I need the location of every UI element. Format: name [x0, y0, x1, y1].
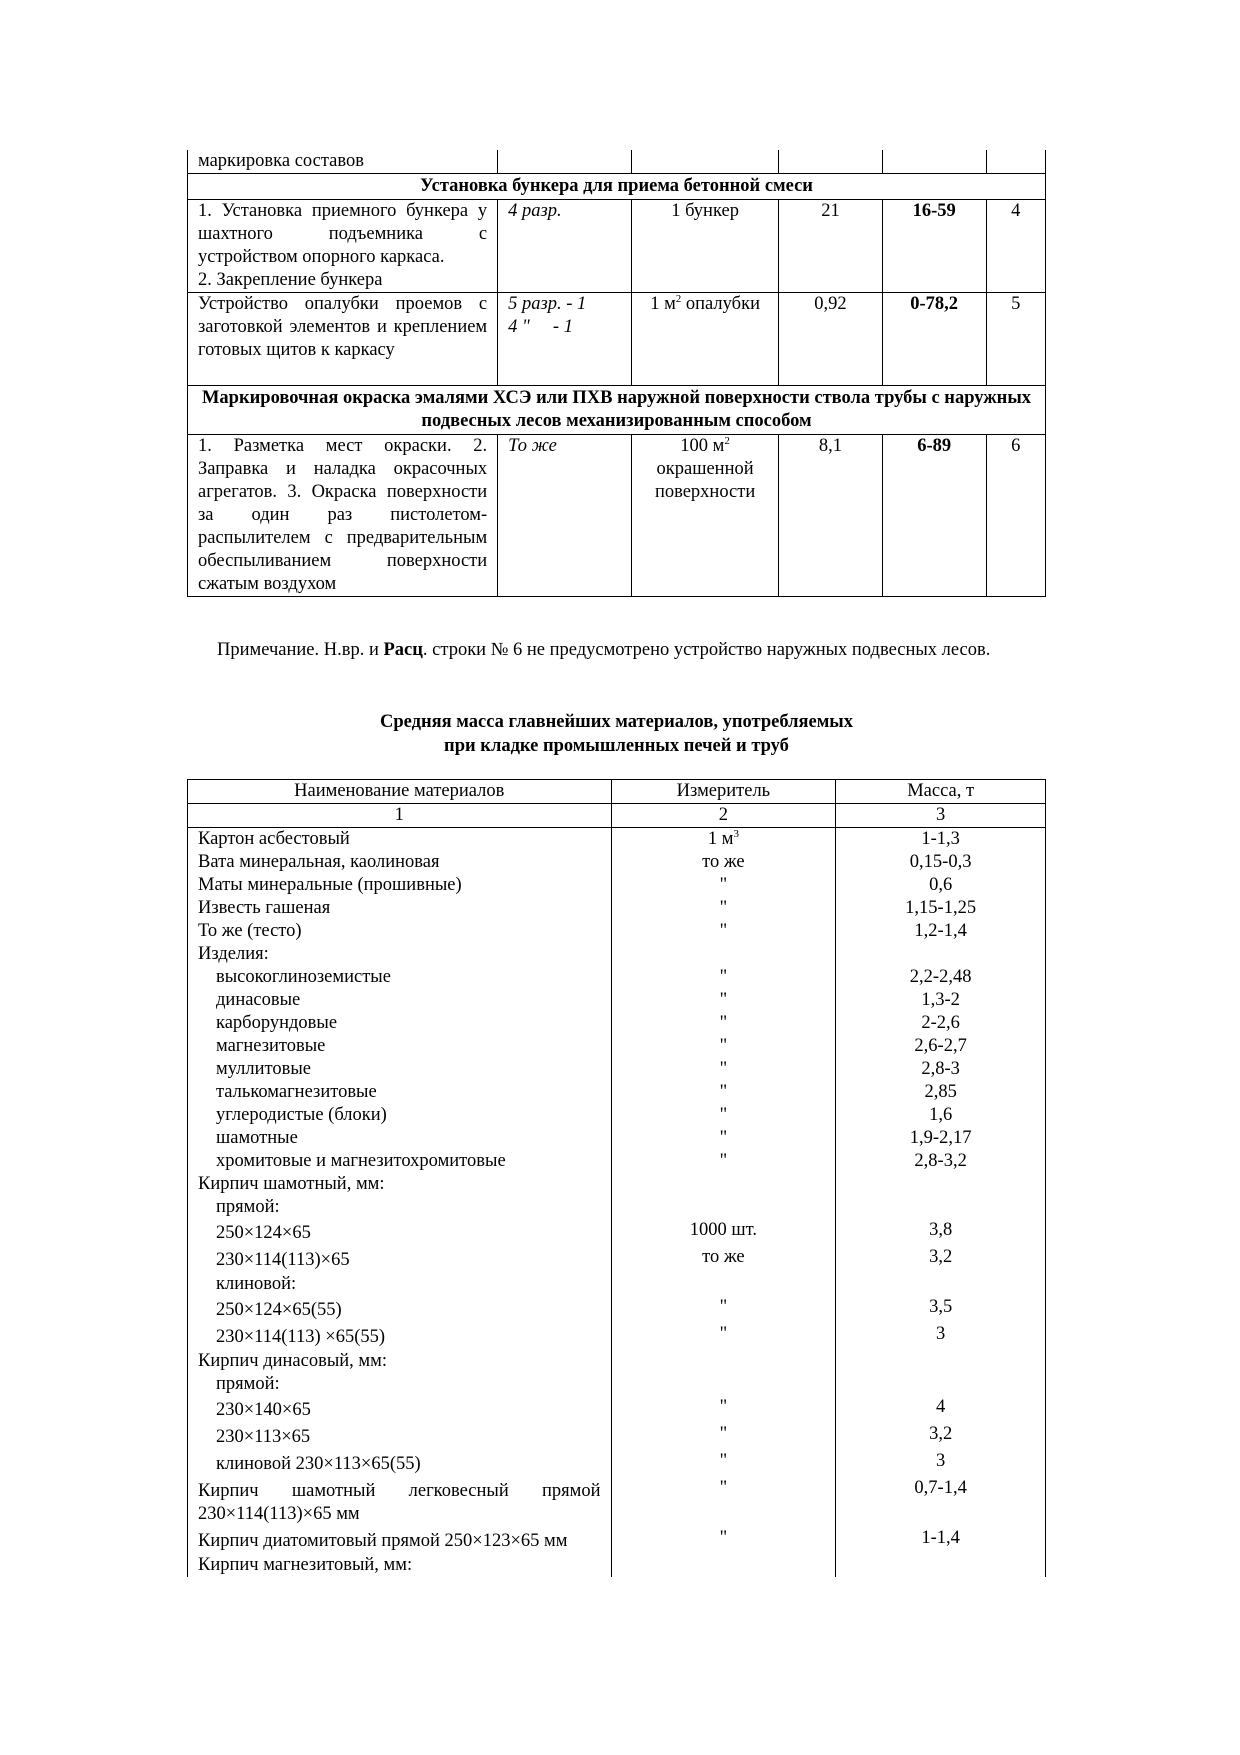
- material-mass: [836, 1350, 1046, 1373]
- material-name: Кирпич магнезитовый, мм:: [188, 1554, 612, 1577]
- column-header: Масса, т: [836, 780, 1046, 804]
- material-name: шамотные: [188, 1127, 612, 1150]
- table-row: [188, 1477, 1046, 1527]
- column-number-row: [188, 804, 1046, 828]
- table-row: [188, 1081, 1046, 1104]
- material-mass: 3,5: [836, 1296, 1046, 1323]
- section-title: Маркировочная окраска эмалями ХСЭ или ПХВ наружной поверхности ствола трубы с наружных подвесных лесов механизированным способом: [188, 386, 1046, 435]
- table-header-row: [188, 780, 1046, 804]
- table-row: [188, 966, 1046, 989]
- material-unit: ": [611, 920, 836, 943]
- material-unit: [611, 943, 836, 966]
- rate: 16-59: [882, 200, 986, 293]
- material-mass: 3: [836, 1450, 1046, 1477]
- table-row: [188, 1450, 1046, 1477]
- table-row: [188, 1150, 1046, 1173]
- material-unit: [611, 1196, 836, 1219]
- material-unit: ": [611, 1323, 836, 1350]
- material-name: клиновой:: [188, 1273, 612, 1296]
- row-number: 4: [986, 200, 1045, 293]
- material-mass: [836, 1554, 1046, 1577]
- material-unit: ": [611, 874, 836, 897]
- unit-of-measure: 1 бункер: [632, 200, 779, 293]
- column-header: Измеритель: [611, 780, 836, 804]
- material-mass: 2,8-3: [836, 1058, 1046, 1081]
- unit-text: 1 м: [650, 294, 676, 314]
- materials-table: [187, 779, 1046, 1577]
- material-name: 230×140×65: [188, 1396, 612, 1423]
- section-title: Установка бункера для приема бетонной смеси: [188, 174, 1046, 200]
- material-name: талькомагнезитовые: [188, 1081, 612, 1104]
- unit-exponent: 2: [675, 293, 682, 305]
- material-mass: 3,2: [836, 1246, 1046, 1273]
- unit-of-measure: [632, 435, 779, 597]
- work-description: маркировка составов: [188, 150, 498, 174]
- material-mass: 3,2: [836, 1423, 1046, 1450]
- worker-rank: То же: [498, 435, 632, 597]
- note-text: . строки № 6 не предусмотрено устройство наружных подвесных лесов.: [422, 640, 991, 660]
- material-unit: ": [611, 1127, 836, 1150]
- unit-text: 1 м: [707, 829, 734, 849]
- heading-line: при кладке промышленных печей и труб: [444, 736, 789, 756]
- table-row: [188, 1104, 1046, 1127]
- work-description: [188, 200, 498, 293]
- material-unit: ": [611, 1104, 836, 1127]
- material-mass: 2,85: [836, 1081, 1046, 1104]
- time-norm: 0,92: [779, 293, 883, 386]
- heading-line: Средняя масса главнейших материалов, употребляемых: [379, 712, 853, 732]
- material-mass: [836, 1373, 1046, 1396]
- table-row: [188, 1196, 1046, 1219]
- row-number: 5: [986, 293, 1045, 386]
- material-mass: 3,8: [836, 1219, 1046, 1246]
- section-heading: [187, 710, 1046, 758]
- table-row: [188, 851, 1046, 874]
- material-name: Кирпич динасовый, мм:: [188, 1350, 612, 1373]
- work-description: [188, 293, 498, 386]
- material-name: углеродистые (блоки): [188, 1104, 612, 1127]
- material-name: Картон асбестовый: [188, 828, 612, 852]
- material-name: Кирпич диатомитовый прямой 250×123×65 мм: [188, 1527, 612, 1554]
- material-unit: [611, 1350, 836, 1373]
- material-mass: 1,3-2: [836, 989, 1046, 1012]
- material-mass: 0,6: [836, 874, 1046, 897]
- material-name: 230×114(113)×65: [188, 1246, 612, 1273]
- materials-table-body: [188, 828, 1046, 1578]
- material-mass: 2,8-3,2: [836, 1150, 1046, 1173]
- material-name: высокоглиноземистые: [188, 966, 612, 989]
- material-mass: 1-1,4: [836, 1527, 1046, 1554]
- worker-rank-line: 5 разр. - 1: [508, 294, 587, 314]
- material-name: прямой:: [188, 1196, 612, 1219]
- material-name: Кирпич шамотный легковесный прямой 230×114(113)×65 мм: [188, 1477, 612, 1527]
- table-row: [188, 989, 1046, 1012]
- material-name: карборундовые: [188, 1012, 612, 1035]
- material-name: муллитовые: [188, 1058, 612, 1081]
- material-mass: [836, 1173, 1046, 1196]
- material-mass: 1-1,3: [836, 828, 1046, 852]
- material-unit: [611, 1373, 836, 1396]
- unit-of-measure: [632, 293, 779, 386]
- table-row: [188, 1396, 1046, 1423]
- work-description-text: 2. Закрепление бункера: [198, 270, 383, 290]
- material-unit: [611, 1554, 836, 1577]
- table-row: [188, 1035, 1046, 1058]
- work-description-text: 1. Установка приемного бункера у шахтного подъемника с устройством опорного каркаса.: [198, 201, 488, 267]
- table-row: [188, 1296, 1046, 1323]
- note-bold-text: Расц: [383, 640, 423, 660]
- material-mass: 2,2-2,48: [836, 966, 1046, 989]
- material-name: прямой:: [188, 1373, 612, 1396]
- material-mass: 0,15-0,3: [836, 851, 1046, 874]
- material-unit: ": [611, 966, 836, 989]
- material-name: То же (тесто): [188, 920, 612, 943]
- norms-table: [187, 150, 1046, 597]
- worker-rank-line: 4 " - 1: [508, 317, 573, 337]
- material-name: Известь гашеная: [188, 897, 612, 920]
- material-name: 250×124×65(55): [188, 1296, 612, 1323]
- note-text: Примечание. Н.вр. и: [217, 640, 384, 660]
- work-description-text: 1. Разметка мест окраски. 2. Заправка и наладка окрасочных агрегатов. 3. Окраска поверхности за один раз пистолетом-распылителем с предварительным обеспыливанием поверхности сжатым воздухом: [198, 436, 488, 594]
- table-row: [188, 1273, 1046, 1296]
- table-row: [188, 1527, 1046, 1554]
- table-row: [188, 1058, 1046, 1081]
- column-number: 1: [188, 804, 612, 828]
- material-name: 230×113×65: [188, 1423, 612, 1450]
- note-paragraph: [187, 638, 1050, 662]
- table-row: [188, 1173, 1046, 1196]
- work-description-text: Устройство опалубки проемов с заготовкой элементов и креплением готовых щитов к каркасу: [198, 294, 488, 360]
- material-unit: ": [611, 1058, 836, 1081]
- material-mass: 3: [836, 1323, 1046, 1350]
- section-header: [188, 174, 1046, 200]
- material-mass: 4: [836, 1396, 1046, 1423]
- table-row: [188, 1350, 1046, 1373]
- material-name: динасовые: [188, 989, 612, 1012]
- worker-rank: [498, 293, 632, 386]
- worker-rank: 4 разр.: [498, 200, 632, 293]
- material-name: 250×124×65: [188, 1219, 612, 1246]
- column-number: 2: [611, 804, 836, 828]
- table-row: [188, 1373, 1046, 1396]
- material-unit: 1000 шт.: [611, 1219, 836, 1246]
- material-unit: то же: [611, 851, 836, 874]
- material-unit: ": [611, 1081, 836, 1104]
- table-row: [188, 200, 1046, 293]
- time-norm: 21: [779, 200, 883, 293]
- material-mass: 1,9-2,17: [836, 1127, 1046, 1150]
- material-unit: ": [611, 989, 836, 1012]
- table-row: [188, 293, 1046, 386]
- table-row: [188, 1012, 1046, 1035]
- material-unit: ": [611, 1527, 836, 1554]
- material-mass: 1,6: [836, 1104, 1046, 1127]
- table-row: [188, 874, 1046, 897]
- material-mass: 2,6-2,7: [836, 1035, 1046, 1058]
- material-unit: ": [611, 897, 836, 920]
- time-norm: 8,1: [779, 435, 883, 597]
- table-row: [188, 1554, 1046, 1577]
- material-unit: [611, 1273, 836, 1296]
- material-name: Маты минеральные (прошивные): [188, 874, 612, 897]
- material-unit: ": [611, 1296, 836, 1323]
- material-unit: [611, 1173, 836, 1196]
- table-row: [188, 943, 1046, 966]
- material-unit: то же: [611, 1246, 836, 1273]
- table-row: [188, 1246, 1046, 1273]
- rate: 0-78,2: [882, 293, 986, 386]
- material-mass: 2-2,6: [836, 1012, 1046, 1035]
- table-row: [188, 1219, 1046, 1246]
- material-name: 230×114(113) ×65(55): [188, 1323, 612, 1350]
- table-row: [188, 920, 1046, 943]
- unit-text: опалубки: [681, 294, 760, 314]
- table-row: [188, 150, 1046, 174]
- rate: 6-89: [882, 435, 986, 597]
- column-number: 3: [836, 804, 1046, 828]
- material-name: магнезитовые: [188, 1035, 612, 1058]
- table-row: [188, 1423, 1046, 1450]
- table-row: [188, 897, 1046, 920]
- material-mass: [836, 1273, 1046, 1296]
- material-unit: ": [611, 1396, 836, 1423]
- material-mass: [836, 943, 1046, 966]
- table-row: [188, 1323, 1046, 1350]
- material-name: клиновой 230×113×65(55): [188, 1450, 612, 1477]
- section-header: [188, 386, 1046, 435]
- material-unit: ": [611, 1012, 836, 1035]
- material-unit: ": [611, 1477, 836, 1527]
- material-mass: [836, 1196, 1046, 1219]
- table-row: [188, 1127, 1046, 1150]
- material-name: Вата минеральная, каолиновая: [188, 851, 612, 874]
- table-row: [188, 435, 1046, 597]
- unit-exponent: 2: [724, 435, 730, 447]
- work-description: [188, 435, 498, 597]
- unit-text: окрашенной поверхности: [654, 459, 756, 502]
- material-unit: ": [611, 1035, 836, 1058]
- unit-text: 100 м: [680, 436, 725, 456]
- material-name: хромитовые и магнезитохромитовые: [188, 1150, 612, 1173]
- material-mass: 0,7-1,4: [836, 1477, 1046, 1527]
- material-mass: 1,2-1,4: [836, 920, 1046, 943]
- material-mass: 1,15-1,25: [836, 897, 1046, 920]
- row-number: 6: [986, 435, 1045, 597]
- material-unit: ": [611, 1150, 836, 1173]
- material-unit: ": [611, 1423, 836, 1450]
- table-row: [188, 828, 1046, 852]
- column-header: Наименование материалов: [188, 780, 612, 804]
- material-unit: ": [611, 1450, 836, 1477]
- material-name: Изделия:: [188, 943, 612, 966]
- unit-exponent: 3: [733, 828, 739, 840]
- material-unit: [611, 828, 836, 852]
- material-name: Кирпич шамотный, мм:: [188, 1173, 612, 1196]
